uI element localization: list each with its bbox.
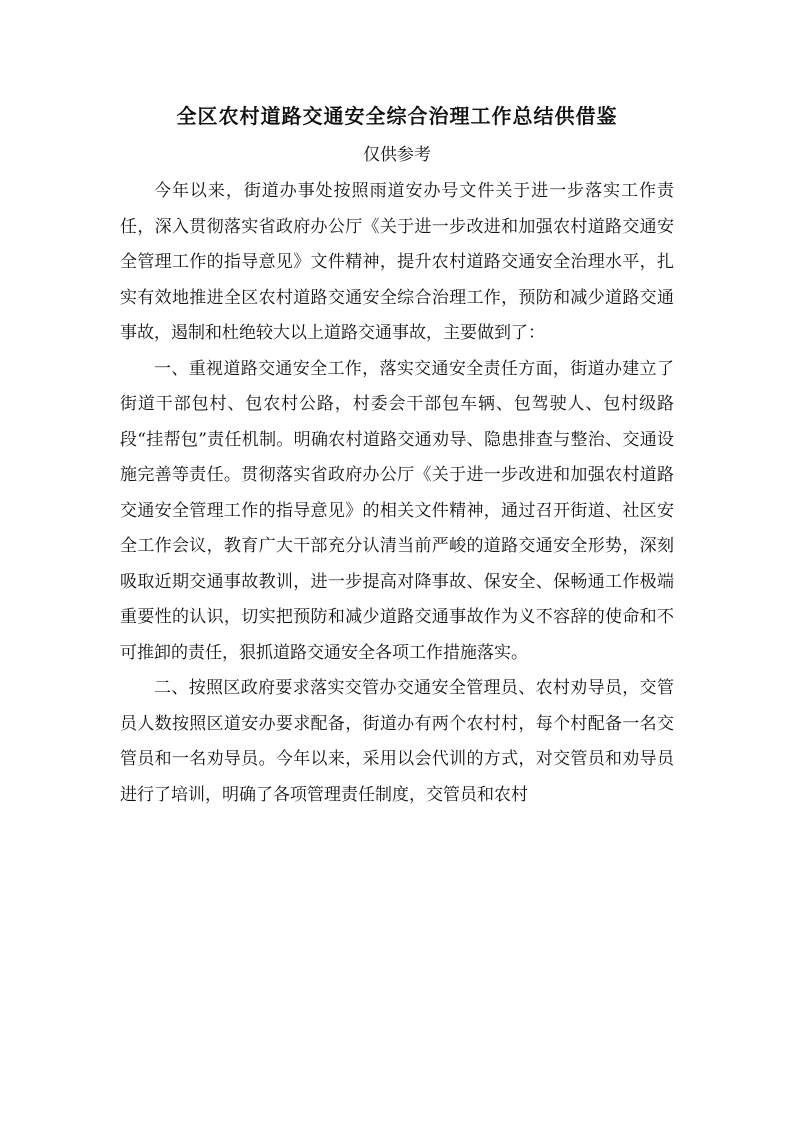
paragraph-section-2: 二、按照区政府要求落实交管办交通安全管理员、农村劝导员，交管员人数按照区道安办要求配备，街道办有两个农村村，每个村配备一名交管员和一名劝导员。今年以来，采用以会代训的方式，对交管员和劝导员进行了培训，明确了各项管理责任制度，交管员和农村 [120, 678, 674, 805]
paragraph-section-1: 一、重视道路交通安全工作，落实交通安全责任方面，街道办建立了街道干部包村、包农村公路，村委会干部包车辆、包驾驶人、包村级路段“挂帮包”责任机制。明确农村道路交通劝导、隐患排查与整治、交通设施完善等责任。贯彻落实省政府办公厅《关于进一步改进和加强农村道路交通安全管理工作的指导意见》的相关文件精神，通过召开街道、社区安全工作会议，教育广大干部充分认清当前严峻的道路交通安全形势，深刻吸取近期交通事故教训，进一步提高对降事故、保安全、保畅通工作极端重要性的认识，切实把预防和减少道路交通事故作为义不容辞的使命和不可推卸的责任，狠抓道路交通安全各项工作措施落实。 [120, 358, 674, 663]
document-subtitle: 仅供参考 [363, 145, 431, 165]
document-title: 全区农村道路交通安全综合治理工作总结供借鉴 [176, 104, 618, 128]
paragraph-intro: 今年以来，街道办事处按照雨道安办号文件关于进一步落实工作责任，深入贯彻落实省政府办公厅《关于进一步改进和加强农村道路交通安全管理工作的指导意见》文件精神，提升农村道路交通安全治理水平，扎实有效地推进全区农村道路交通安全综合治理工作，预防和减少道路交通事故，遏制和杜绝较大以上道路交通事故，主要做到了： [120, 181, 674, 343]
